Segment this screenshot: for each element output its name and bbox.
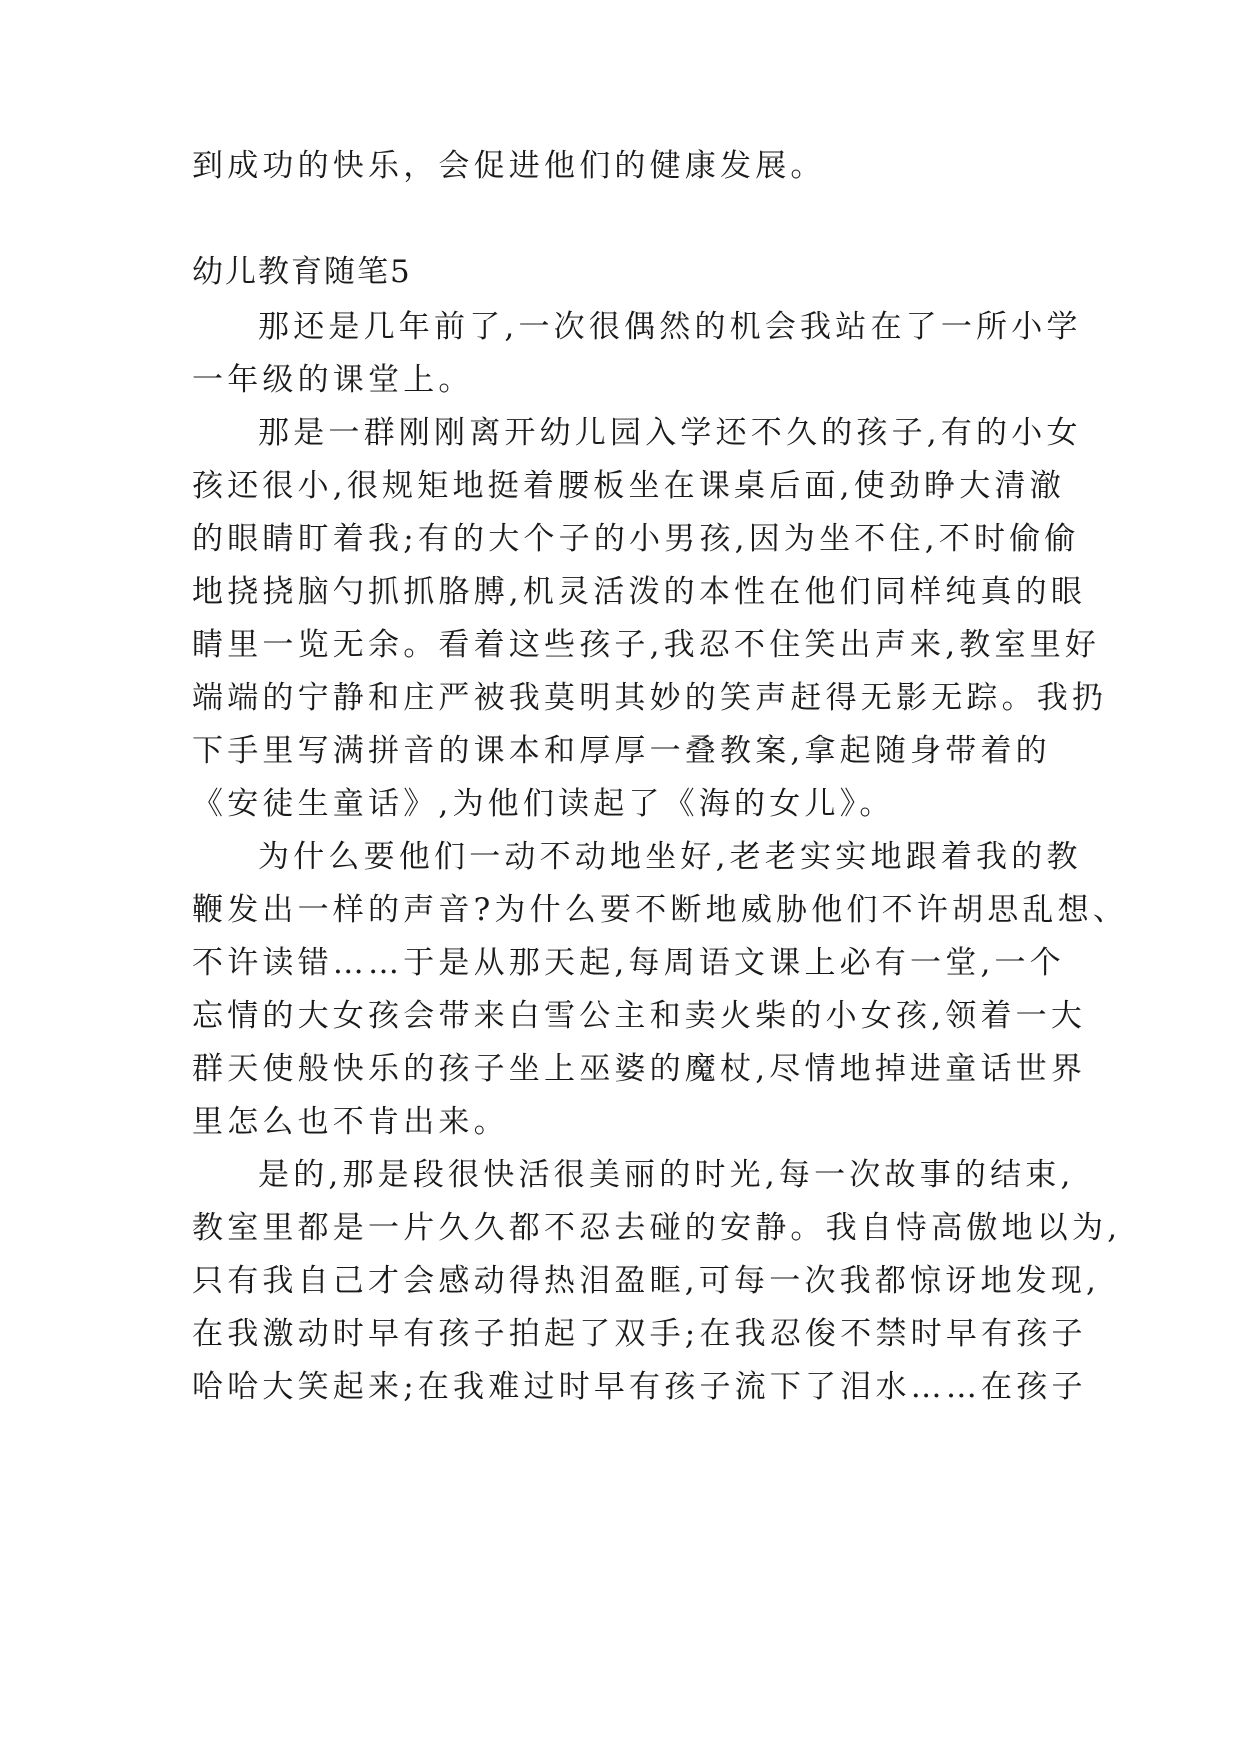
paragraph-line: 下手里写满拼音的课本和厚厚一叠教案,拿起随身带着的 bbox=[192, 733, 1051, 769]
paragraph-line: 一年级的课堂上。 bbox=[192, 362, 474, 398]
paragraph-line: 为什么要他们一动不动地坐好,老老实实地跟着我的教 bbox=[258, 839, 1082, 875]
paragraph-line: 教室里都是一片久久都不忍去碰的安静。我自恃高傲地以为, bbox=[192, 1210, 1122, 1246]
paragraph-line: 忘情的大女孩会带来白雪公主和卖火柴的小女孩,领着一大 bbox=[192, 998, 1087, 1034]
paragraph-line: 那是一群刚刚离开幼儿园入学还不久的孩子,有的小女 bbox=[258, 415, 1082, 451]
intro-line: 到成功的快乐，会促进他们的健康发展。 bbox=[192, 148, 826, 184]
paragraph-line: 是的,那是段很快活很美丽的时光,每一次故事的结束, bbox=[258, 1157, 1075, 1193]
paragraph-line: 里怎么也不肯出来。 bbox=[192, 1104, 509, 1140]
paragraph-line: 孩还很小,很规矩地挺着腰板坐在课桌后面,使劲睁大清澈 bbox=[192, 468, 1065, 504]
paragraph-line: 哈哈大笑起来;在我难过时早有孩子流下了泪水……在孩子 bbox=[192, 1369, 1087, 1405]
paragraph-line: 的眼睛盯着我;有的大个子的小男孩,因为坐不住,不时偷偷 bbox=[192, 521, 1080, 557]
paragraph-line: 只有我自己才会感动得热泪盈眶,可每一次我都惊讶地发现, bbox=[192, 1263, 1101, 1299]
paragraph-line: 群天使般快乐的孩子坐上巫婆的魔杖,尽情地掉进童话世界 bbox=[192, 1051, 1087, 1087]
paragraph-line: 地挠挠脑勺抓抓胳膊,机灵活泼的本性在他们同样纯真的眼 bbox=[192, 574, 1087, 610]
paragraph-line: 《安徒生童话》,为他们读起了《海的女儿》。 bbox=[192, 786, 895, 822]
paragraph-line: 睛里一览无余。看着这些孩子,我忍不住笑出声来,教室里好 bbox=[192, 627, 1101, 663]
paragraph-line: 端端的宁静和庄严被我莫明其妙的笑声赶得无影无踪。我扔 bbox=[192, 680, 1108, 716]
paragraph-line: 鞭发出一样的声音?为什么要不断地威胁他们不许胡思乱想、 bbox=[192, 892, 1129, 928]
paragraph-line: 那还是几年前了,一次很偶然的机会我站在了一所小学 bbox=[258, 309, 1082, 345]
section-title: 幼儿教育随笔5 bbox=[192, 254, 412, 290]
paragraph-line: 不许读错……于是从那天起,每周语文课上必有一堂,一个 bbox=[192, 945, 1065, 981]
paragraph-line: 在我激动时早有孩子拍起了双手;在我忍俊不禁时早有孩子 bbox=[192, 1316, 1087, 1352]
